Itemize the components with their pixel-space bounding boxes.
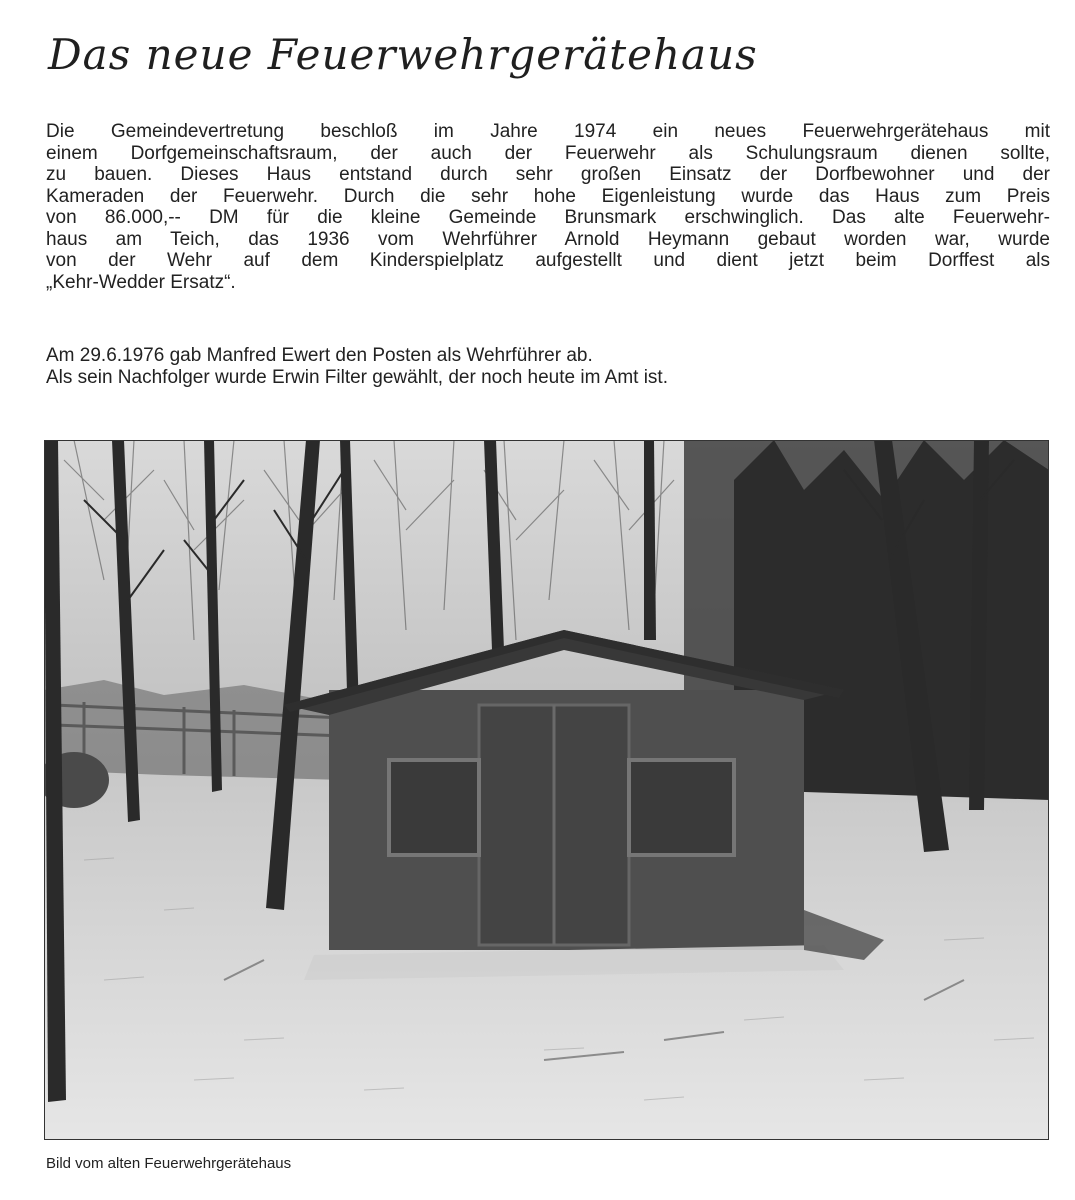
paragraph-line: Als sein Nachfolger wurde Erwin Filter gewählt, der noch heute im Amt ist. — [46, 366, 668, 388]
photo-caption: Bild vom alten Feuerwehrgerätehaus — [46, 1155, 292, 1172]
paragraph-line: „Kehr-Wedder Ersatz“. — [46, 271, 236, 293]
photo-old-fire-station — [44, 440, 1049, 1140]
body-paragraph-1 — [46, 121, 1050, 293]
paragraph-line: einem Dorfgemeinschaftsraum, der auch der Feuerwehr als Schulungsraum dienen sollte, — [46, 142, 1050, 164]
paragraph-line: von 86.000,-- DM für die kleine Gemeinde Brunsmark erschwinglich. Das alte Feuerwehr- — [46, 207, 1050, 228]
body-paragraph-2 — [46, 345, 1050, 388]
paragraph-line: Die Gemeindevertretung beschloß im Jahre 1974 ein neues Feuerwehrgerätehaus mit — [46, 121, 1050, 142]
paragraph-line: Kameraden der Feuerwehr. Durch die sehr hohe Eigenleistung wurde das Haus zum Preis — [46, 185, 1050, 207]
paragraph-line: von der Wehr auf dem Kinderspielplatz aufgestellt und dient jetzt beim Dorffest als — [46, 250, 1050, 271]
photo-illustration — [44, 440, 1049, 1140]
paragraph-line: Am 29.6.1976 gab Manfred Ewert den Posten als Wehrführer ab. — [46, 345, 593, 366]
paragraph-line: zu bauen. Dieses Haus entstand durch sehr großen Einsatz der Dorfbewohner und der — [46, 164, 1050, 185]
paragraph-line: haus am Teich, das 1936 vom Wehrführer Arnold Heymann gebaut worden war, wurde — [46, 228, 1050, 250]
page-title: Das neue Feuerwehrgerätehaus — [48, 30, 758, 79]
